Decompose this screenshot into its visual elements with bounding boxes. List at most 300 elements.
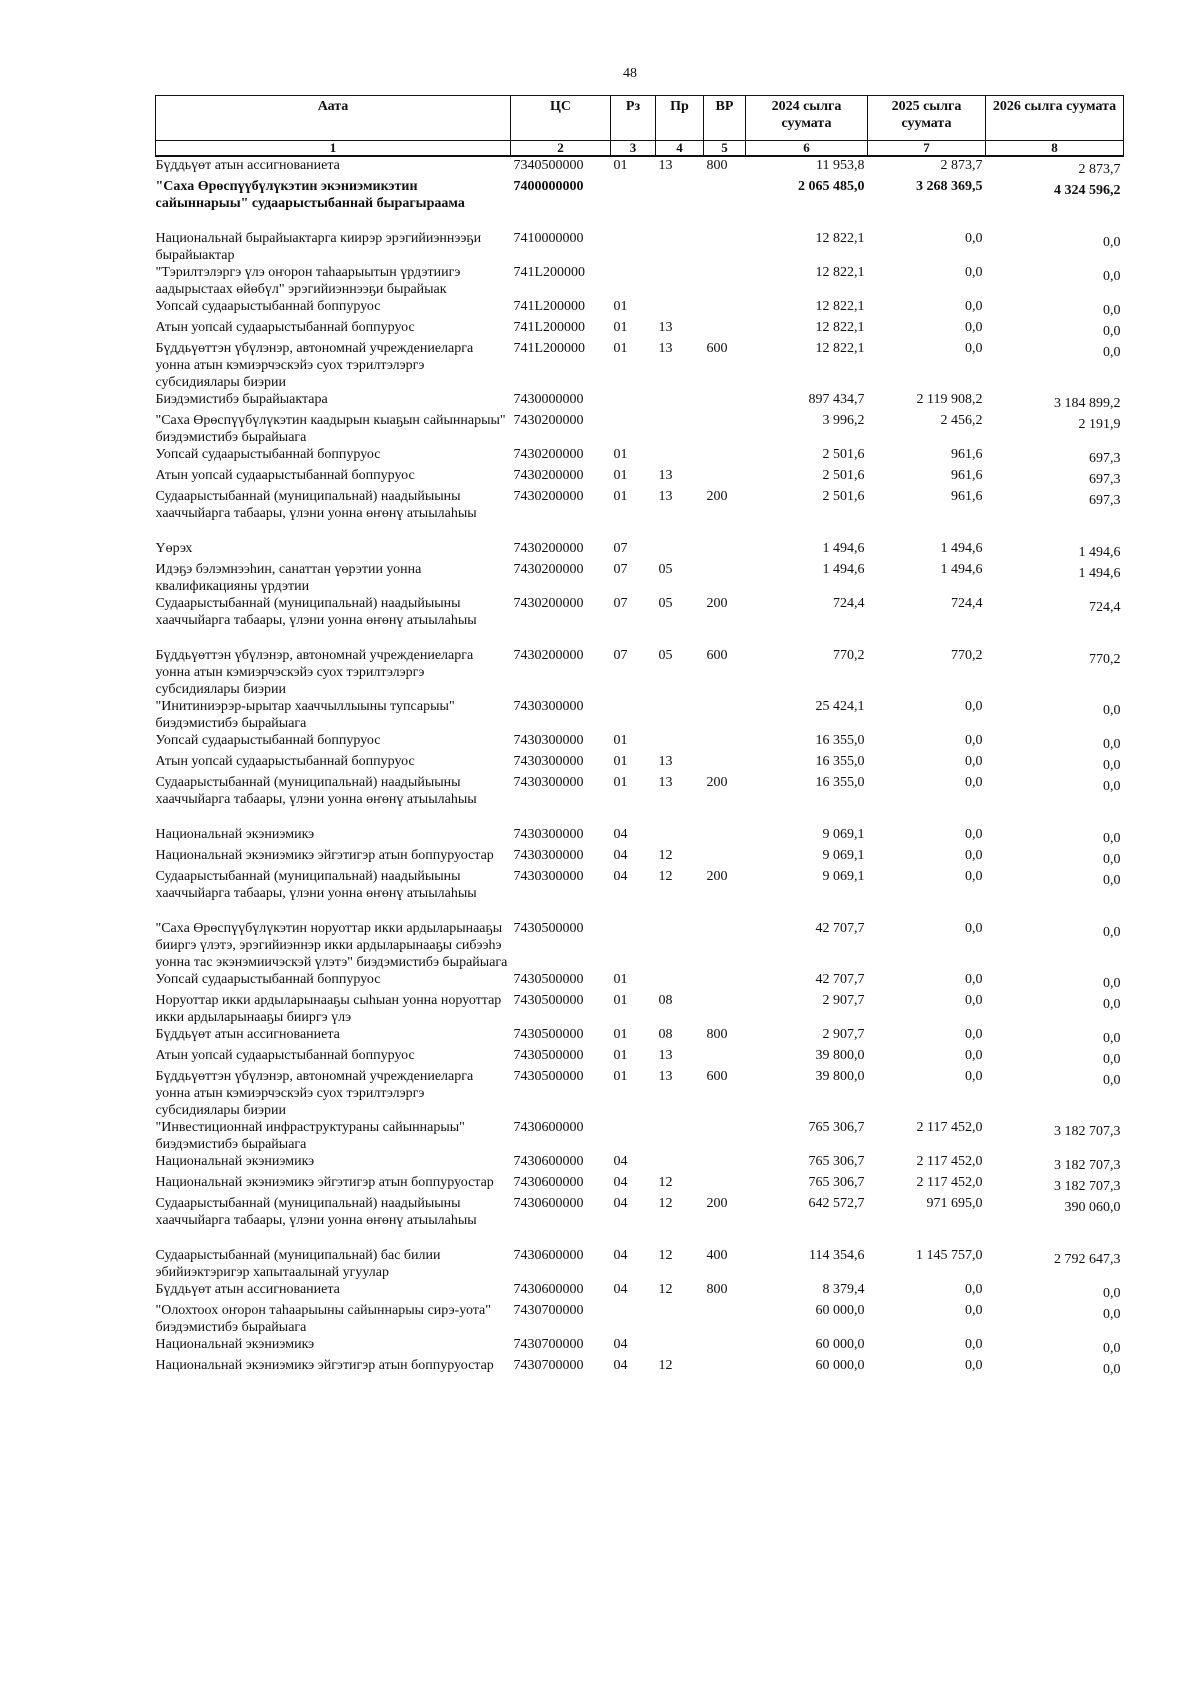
row-vr-cell bbox=[704, 1153, 746, 1174]
table-row bbox=[156, 992, 1124, 1026]
row-rz-cell bbox=[611, 178, 656, 230]
row-vr-cell bbox=[704, 561, 746, 595]
row-2026-cell: 0,0 bbox=[1103, 303, 1121, 318]
row-2025-cell: 0,0 bbox=[965, 848, 983, 863]
row-name-cell: Национальнай экэниэмикэ эйгэтигэр атын боппуруостар bbox=[155, 848, 494, 863]
row-cs-cell: 7400000000 bbox=[513, 179, 584, 194]
row-vr-cell: 200 bbox=[706, 869, 728, 884]
row-vr-cell bbox=[704, 540, 746, 561]
row-2024-cell: 1 494,6 bbox=[822, 541, 865, 556]
row-2025-cell: 2 117 452,0 bbox=[916, 1120, 983, 1135]
row-2024-cell: 42 707,7 bbox=[815, 921, 865, 936]
row-vr-cell bbox=[704, 992, 746, 1026]
row-2026-cell: 0,0 bbox=[1103, 873, 1121, 888]
row-rz-cell: 04 bbox=[613, 1154, 628, 1169]
row-cs-cell: 7430700000 bbox=[513, 1303, 584, 1318]
row-2025-cell: 1 145 757,0 bbox=[916, 1248, 983, 1263]
row-cs-cell: 7430200000 bbox=[513, 447, 584, 462]
table-row bbox=[156, 920, 1124, 971]
row-2026-cell: 0,0 bbox=[1103, 976, 1121, 991]
row-name-cell: Бүддьүөт атын ассигнованиета bbox=[155, 1282, 340, 1297]
row-name-cell: Бүддьүөттэн үбүлэнэр, автономнай учреждениеларга уонна атын кэмиэрчэскэйэ суох тэрилтэлэргэ субсидиялары биэрии bbox=[155, 1069, 474, 1118]
row-2025-cell: 0,0 bbox=[965, 1358, 983, 1373]
header-row bbox=[156, 96, 1124, 141]
header-vr: ВР bbox=[704, 96, 746, 141]
page-number: 48 bbox=[623, 66, 637, 81]
table-body bbox=[156, 156, 1124, 1378]
row-cs-cell: 7430300000 bbox=[513, 869, 584, 884]
column-number: 3 bbox=[611, 141, 656, 157]
row-rz-cell: 01 bbox=[613, 489, 628, 504]
row-cs-cell: 7430500000 bbox=[513, 972, 584, 987]
row-2025-cell: 724,4 bbox=[951, 596, 983, 611]
row-pr-cell bbox=[656, 1336, 704, 1357]
row-2025-cell: 2 117 452,0 bbox=[916, 1154, 983, 1169]
row-2024-cell: 2 907,7 bbox=[822, 993, 865, 1008]
row-rz-cell: 01 bbox=[613, 320, 628, 335]
table-row bbox=[156, 488, 1124, 540]
table-row bbox=[156, 971, 1124, 992]
row-cs-cell: 741L200000 bbox=[513, 299, 586, 314]
row-cs-cell: 7430500000 bbox=[513, 993, 584, 1008]
row-name-cell: Биэдэмистибэ бырайыактара bbox=[155, 392, 328, 407]
row-name-cell: Норуоттар икки ардыларынааҕы сыһыан уонна норуоттар икки ардыларынааҕы бииргэ үлэ bbox=[155, 993, 502, 1025]
row-name-cell: Идэҕэ бэлэмнээһин, санаттан үөрэтии уонна квалификацияны үрдэтии bbox=[155, 562, 422, 594]
row-pr-cell: 05 bbox=[658, 562, 673, 577]
row-cs-cell: 7430000000 bbox=[513, 392, 584, 407]
row-name-cell: Атын уопсай судаарыстыбаннай боппуруос bbox=[155, 468, 415, 483]
row-2024-cell: 12 822,1 bbox=[815, 299, 865, 314]
row-2025-cell: 0,0 bbox=[965, 1282, 983, 1297]
table-row bbox=[156, 753, 1124, 774]
row-vr-cell bbox=[704, 1119, 746, 1153]
row-2024-cell: 42 707,7 bbox=[815, 972, 865, 987]
row-pr-cell bbox=[656, 178, 704, 230]
table-row bbox=[156, 826, 1124, 847]
row-2026-cell: 2 191,9 bbox=[1078, 417, 1121, 432]
table-row bbox=[156, 647, 1124, 698]
row-rz-cell: 01 bbox=[613, 158, 628, 173]
header-name: Аата bbox=[156, 96, 511, 141]
header-2026: 2026 сылга суумата bbox=[986, 96, 1124, 141]
row-name-cell: Национальнай бырайыактарга киирэр эрэгийиэннээҕи бырайыактар bbox=[155, 231, 482, 263]
row-rz-cell: 04 bbox=[613, 1175, 628, 1190]
table-row bbox=[156, 467, 1124, 488]
row-2026-cell: 0,0 bbox=[1103, 737, 1121, 752]
row-2025-cell: 0,0 bbox=[965, 1048, 983, 1063]
row-2025-cell: 0,0 bbox=[965, 827, 983, 842]
row-vr-cell bbox=[704, 178, 746, 230]
row-rz-cell: 01 bbox=[613, 299, 628, 314]
table-row bbox=[156, 698, 1124, 732]
table-row bbox=[156, 1281, 1124, 1302]
row-name-cell: Бүддьүөт атын ассигнованиета bbox=[155, 158, 340, 173]
row-2025-cell: 0,0 bbox=[965, 775, 983, 790]
row-name-cell: Атын уопсай судаарыстыбаннай боппуруос bbox=[155, 1048, 415, 1063]
row-2025-cell: 0,0 bbox=[965, 699, 983, 714]
row-rz-cell: 04 bbox=[613, 869, 628, 884]
row-2026-cell: 724,4 bbox=[1089, 600, 1121, 615]
row-2026-cell: 3 182 707,3 bbox=[1054, 1158, 1121, 1173]
row-2024-cell: 12 822,1 bbox=[815, 341, 865, 356]
row-2025-cell: 0,0 bbox=[965, 231, 983, 246]
table-row bbox=[156, 178, 1124, 230]
table-row bbox=[156, 1302, 1124, 1336]
row-2026-cell: 0,0 bbox=[1103, 703, 1121, 718]
row-rz-cell: 01 bbox=[613, 341, 628, 356]
row-pr-cell bbox=[656, 298, 704, 319]
table-row bbox=[156, 1195, 1124, 1247]
row-rz-cell bbox=[611, 920, 656, 971]
row-vr-cell: 400 bbox=[706, 1248, 728, 1263]
row-cs-cell: 7430200000 bbox=[513, 648, 584, 663]
header-2024: 2024 сылга суумата bbox=[746, 96, 868, 141]
table-row bbox=[156, 412, 1124, 446]
table-row bbox=[156, 868, 1124, 920]
row-2026-cell: 0,0 bbox=[1103, 269, 1121, 284]
row-2024-cell: 9 069,1 bbox=[822, 827, 865, 842]
row-2026-cell: 0,0 bbox=[1103, 1073, 1121, 1088]
row-2024-cell: 11 953,8 bbox=[816, 158, 865, 173]
row-name-cell: "Инвестиционнай инфраструктураны сайыннарыы" биэдэмистибэ бырайыага bbox=[155, 1120, 465, 1152]
row-2026-cell: 390 060,0 bbox=[1064, 1200, 1121, 1215]
column-number: 4 bbox=[656, 141, 704, 157]
row-2024-cell: 114 354,6 bbox=[809, 1248, 865, 1263]
row-vr-cell bbox=[704, 230, 746, 264]
row-pr-cell: 13 bbox=[658, 489, 673, 504]
row-name-cell: "Саха Өрөспүүбүлүкэтин каадырын кыаҕын сайыннарыы" биэдэмистибэ бырайыага bbox=[155, 413, 506, 445]
row-2024-cell: 60 000,0 bbox=[815, 1337, 865, 1352]
row-pr-cell bbox=[656, 230, 704, 264]
row-2026-cell: 0,0 bbox=[1103, 1052, 1121, 1067]
row-name-cell: Национальнай экэниэмикэ эйгэтигэр атын боппуруостар bbox=[155, 1175, 494, 1190]
row-name-cell: Бүддьүөттэн үбүлэнэр, автономнай учреждениеларга уонна атын кэмиэрчэскэйэ суох тэрилтэлэргэ субсидиялары биэрии bbox=[155, 648, 474, 697]
row-2024-cell: 642 572,7 bbox=[808, 1196, 865, 1211]
row-2024-cell: 2 501,6 bbox=[822, 468, 865, 483]
column-number: 7 bbox=[868, 141, 986, 157]
row-vr-cell bbox=[704, 1357, 746, 1378]
row-rz-cell: 01 bbox=[613, 754, 628, 769]
row-2024-cell: 2 907,7 bbox=[822, 1027, 865, 1042]
row-2026-cell: 697,3 bbox=[1089, 451, 1121, 466]
row-name-cell: Атын уопсай судаарыстыбаннай боппуруос bbox=[155, 754, 415, 769]
row-2026-cell: 0,0 bbox=[1103, 1341, 1121, 1356]
row-pr-cell: 05 bbox=[658, 596, 673, 611]
row-2025-cell: 0,0 bbox=[965, 265, 983, 280]
row-pr-cell bbox=[656, 732, 704, 753]
row-cs-cell: 7430300000 bbox=[513, 733, 584, 748]
row-pr-cell: 13 bbox=[658, 320, 673, 335]
row-cs-cell: 7430600000 bbox=[513, 1248, 584, 1263]
row-2024-cell: 2 501,6 bbox=[822, 489, 865, 504]
table-row bbox=[156, 156, 1124, 178]
column-number: 1 bbox=[156, 141, 511, 157]
row-cs-cell: 7430200000 bbox=[513, 489, 584, 504]
row-vr-cell bbox=[704, 826, 746, 847]
header-cs: ЦС bbox=[511, 96, 611, 141]
row-2025-cell: 1 494,6 bbox=[940, 541, 983, 556]
row-2025-cell: 1 494,6 bbox=[940, 562, 983, 577]
row-2025-cell: 0,0 bbox=[965, 1303, 983, 1318]
row-vr-cell bbox=[704, 1302, 746, 1336]
row-rz-cell: 07 bbox=[613, 596, 628, 611]
table-row bbox=[156, 340, 1124, 391]
row-name-cell: Национальнай экэниэмикэ эйгэтигэр атын боппуруостар bbox=[155, 1358, 494, 1373]
row-vr-cell: 800 bbox=[706, 1282, 728, 1297]
table-row bbox=[156, 1153, 1124, 1174]
table-row bbox=[156, 298, 1124, 319]
row-pr-cell: 13 bbox=[658, 158, 673, 173]
row-vr-cell bbox=[704, 1047, 746, 1068]
row-name-cell: Судаарыстыбаннай (муниципальнай) наадыйыыны хааччыйарга табаары, үлэни уонна өҥөнү атыылаһыы bbox=[155, 869, 477, 901]
row-2026-cell: 2 792 647,3 bbox=[1054, 1252, 1121, 1267]
row-2025-cell: 0,0 bbox=[965, 1069, 983, 1084]
row-2025-cell: 0,0 bbox=[965, 320, 983, 335]
row-2025-cell: 0,0 bbox=[965, 993, 983, 1008]
row-2024-cell: 8 379,4 bbox=[822, 1282, 865, 1297]
row-pr-cell: 12 bbox=[658, 1358, 673, 1373]
row-2026-cell: 2 873,7 bbox=[1078, 162, 1121, 177]
table-row bbox=[156, 230, 1124, 264]
table-row bbox=[156, 1336, 1124, 1357]
row-vr-cell: 600 bbox=[706, 1069, 728, 1084]
budget-table bbox=[155, 95, 1124, 1378]
row-name-cell: Судаарыстыбаннай (муниципальнай) бас билии эбийиэктэригэр хапытаалынай угуулар bbox=[155, 1248, 441, 1280]
row-cs-cell: 7430700000 bbox=[513, 1358, 584, 1373]
row-cs-cell: 7430500000 bbox=[513, 1048, 584, 1063]
row-2024-cell: 12 822,1 bbox=[815, 265, 865, 280]
row-name-cell: Атын уопсай судаарыстыбаннай боппуруос bbox=[155, 320, 415, 335]
row-name-cell: "Саха Өрөспүүбүлүкэтин экэниэмикэтин сайыннарыы" судаарыстыбаннай бырагыраама bbox=[155, 179, 465, 211]
row-name-cell: Судаарыстыбаннай (муниципальнай) наадыйыыны хааччыйарга табаары, үлэни уонна өҥөнү атыылаһыы bbox=[155, 596, 477, 628]
row-pr-cell: 12 bbox=[658, 869, 673, 884]
row-vr-cell bbox=[704, 920, 746, 971]
row-2025-cell: 961,6 bbox=[951, 447, 983, 462]
row-pr-cell bbox=[656, 1153, 704, 1174]
row-rz-cell: 01 bbox=[613, 733, 628, 748]
column-number: 6 bbox=[746, 141, 868, 157]
row-vr-cell: 600 bbox=[706, 648, 728, 663]
row-pr-cell: 12 bbox=[658, 1282, 673, 1297]
row-2025-cell: 961,6 bbox=[951, 468, 983, 483]
row-cs-cell: 7430500000 bbox=[513, 1069, 584, 1084]
row-pr-cell: 08 bbox=[658, 993, 673, 1008]
row-2026-cell: 0,0 bbox=[1103, 1307, 1121, 1322]
row-cs-cell: 7430200000 bbox=[513, 541, 584, 556]
table-row bbox=[156, 264, 1124, 298]
row-name-cell: Уопсай судаарыстыбаннай боппуруос bbox=[155, 972, 381, 987]
row-name-cell: Уопсай судаарыстыбаннай боппуруос bbox=[155, 447, 381, 462]
row-pr-cell: 13 bbox=[658, 754, 673, 769]
row-2026-cell: 0,0 bbox=[1103, 997, 1121, 1012]
row-name-cell: Бүддьүөттэн үбүлэнэр, автономнай учреждениеларга уонна атын кэмиэрчэскэйэ суох тэрилтэлэргэ субсидиялары биэрии bbox=[155, 341, 474, 390]
row-rz-cell: 01 bbox=[613, 1069, 628, 1084]
row-2026-cell: 0,0 bbox=[1103, 779, 1121, 794]
row-2025-cell: 0,0 bbox=[965, 299, 983, 314]
row-cs-cell: 7430300000 bbox=[513, 699, 584, 714]
row-rz-cell: 04 bbox=[613, 1248, 628, 1263]
row-2026-cell: 0,0 bbox=[1103, 1286, 1121, 1301]
row-rz-cell: 04 bbox=[613, 1196, 628, 1211]
row-2026-cell: 0,0 bbox=[1103, 758, 1121, 773]
row-2024-cell: 2 501,6 bbox=[822, 447, 865, 462]
row-pr-cell bbox=[656, 971, 704, 992]
row-rz-cell bbox=[611, 264, 656, 298]
row-name-cell: Национальнай экэниэмикэ bbox=[155, 1154, 315, 1169]
row-name-cell: Уопсай судаарыстыбаннай боппуруос bbox=[155, 733, 381, 748]
row-vr-cell: 200 bbox=[706, 775, 728, 790]
table-row bbox=[156, 1357, 1124, 1378]
row-2025-cell: 0,0 bbox=[965, 1027, 983, 1042]
row-2024-cell: 897 434,7 bbox=[808, 392, 865, 407]
row-name-cell: Үөрэх bbox=[155, 541, 193, 556]
column-number: 5 bbox=[704, 141, 746, 157]
row-cs-cell: 7430500000 bbox=[513, 1027, 584, 1042]
row-2025-cell: 0,0 bbox=[965, 733, 983, 748]
row-name-cell: "Олохтоох оҥорон таһаарыыны сайыннарыы сирэ-уота" биэдэмистибэ бырайыага bbox=[155, 1303, 491, 1335]
row-cs-cell: 7430600000 bbox=[513, 1196, 584, 1211]
row-2024-cell: 1 494,6 bbox=[822, 562, 865, 577]
row-2024-cell: 724,4 bbox=[833, 596, 865, 611]
row-vr-cell bbox=[704, 298, 746, 319]
row-pr-cell bbox=[656, 1119, 704, 1153]
row-rz-cell: 07 bbox=[613, 562, 628, 577]
table-row bbox=[156, 391, 1124, 412]
row-2024-cell: 39 800,0 bbox=[815, 1048, 865, 1063]
row-rz-cell bbox=[611, 1302, 656, 1336]
row-2024-cell: 770,2 bbox=[833, 648, 865, 663]
row-2026-cell: 0,0 bbox=[1103, 1362, 1121, 1377]
row-vr-cell: 200 bbox=[706, 489, 728, 504]
table-row bbox=[156, 1026, 1124, 1047]
row-pr-cell: 12 bbox=[658, 848, 673, 863]
row-pr-cell bbox=[656, 412, 704, 446]
row-name-cell: Уопсай судаарыстыбаннай боппуруос bbox=[155, 299, 381, 314]
row-2024-cell: 25 424,1 bbox=[815, 699, 865, 714]
row-rz-cell: 04 bbox=[613, 1337, 628, 1352]
table-row bbox=[156, 732, 1124, 753]
row-2025-cell: 3 268 369,5 bbox=[916, 179, 983, 194]
row-2024-cell: 60 000,0 bbox=[815, 1303, 865, 1318]
row-pr-cell bbox=[656, 264, 704, 298]
column-number: 2 bbox=[511, 141, 611, 157]
row-vr-cell bbox=[704, 847, 746, 868]
row-2024-cell: 60 000,0 bbox=[815, 1358, 865, 1373]
row-2025-cell: 0,0 bbox=[965, 869, 983, 884]
row-rz-cell: 01 bbox=[613, 993, 628, 1008]
row-2024-cell: 12 822,1 bbox=[815, 320, 865, 335]
row-vr-cell: 800 bbox=[706, 158, 728, 173]
row-name-cell: Судаарыстыбаннай (муниципальнай) наадыйыыны хааччыйарга табаары, үлэни уонна өҥөнү атыылаһыы bbox=[155, 775, 477, 807]
row-vr-cell bbox=[704, 391, 746, 412]
row-pr-cell: 12 bbox=[658, 1175, 673, 1190]
row-cs-cell: 7410000000 bbox=[513, 231, 584, 246]
table-row bbox=[156, 319, 1124, 340]
row-pr-cell bbox=[656, 698, 704, 732]
row-cs-cell: 7430700000 bbox=[513, 1337, 584, 1352]
row-2024-cell: 765 306,7 bbox=[808, 1120, 865, 1135]
row-2026-cell: 3 184 899,2 bbox=[1054, 396, 1121, 411]
row-rz-cell bbox=[611, 412, 656, 446]
row-2025-cell: 0,0 bbox=[965, 972, 983, 987]
row-2025-cell: 2 873,7 bbox=[940, 158, 983, 173]
row-rz-cell: 04 bbox=[613, 1358, 628, 1373]
row-cs-cell: 7430300000 bbox=[513, 848, 584, 863]
table-row bbox=[156, 446, 1124, 467]
row-2026-cell: 0,0 bbox=[1103, 1031, 1121, 1046]
row-cs-cell: 7430300000 bbox=[513, 827, 584, 842]
row-rz-cell bbox=[611, 698, 656, 732]
row-pr-cell: 12 bbox=[658, 1248, 673, 1263]
row-cs-cell: 7430600000 bbox=[513, 1120, 584, 1135]
row-vr-cell: 800 bbox=[706, 1027, 728, 1042]
row-2024-cell: 16 355,0 bbox=[815, 733, 865, 748]
row-2026-cell: 0,0 bbox=[1103, 324, 1121, 339]
row-rz-cell: 04 bbox=[613, 848, 628, 863]
row-2025-cell: 2 456,2 bbox=[940, 413, 983, 428]
row-pr-cell: 13 bbox=[658, 1048, 673, 1063]
row-rz-cell: 01 bbox=[613, 1027, 628, 1042]
row-2026-cell: 3 182 707,3 bbox=[1054, 1124, 1121, 1139]
row-name-cell: Национальнай экэниэмикэ bbox=[155, 1337, 315, 1352]
row-2024-cell: 9 069,1 bbox=[822, 869, 865, 884]
row-2024-cell: 2 065 485,0 bbox=[798, 179, 865, 194]
row-pr-cell: 13 bbox=[658, 775, 673, 790]
row-rz-cell: 01 bbox=[613, 972, 628, 987]
row-name-cell: Судаарыстыбаннай (муниципальнай) наадыйыыны хааччыйарга табаары, үлэни уонна өҥөнү атыылаһыы bbox=[155, 489, 477, 521]
row-vr-cell bbox=[704, 319, 746, 340]
row-pr-cell bbox=[656, 1302, 704, 1336]
table-row bbox=[156, 1068, 1124, 1119]
row-2026-cell: 0,0 bbox=[1103, 852, 1121, 867]
table-row bbox=[156, 847, 1124, 868]
column-number: 8 bbox=[986, 141, 1124, 157]
row-vr-cell: 200 bbox=[706, 596, 728, 611]
header-2025: 2025 сылга суумата bbox=[868, 96, 986, 141]
row-2026-cell: 3 182 707,3 bbox=[1054, 1179, 1121, 1194]
row-rz-cell bbox=[611, 391, 656, 412]
table-row bbox=[156, 1119, 1124, 1153]
row-name-cell: Судаарыстыбаннай (муниципальнай) наадыйыыны хааччыйарга табаары, үлэни уонна өҥөнү атыылаһыы bbox=[155, 1196, 477, 1228]
row-pr-cell: 13 bbox=[658, 1069, 673, 1084]
row-2026-cell: 0,0 bbox=[1103, 345, 1121, 360]
row-vr-cell bbox=[704, 698, 746, 732]
row-2025-cell: 0,0 bbox=[965, 341, 983, 356]
row-pr-cell: 05 bbox=[658, 648, 673, 663]
row-pr-cell: 12 bbox=[658, 1196, 673, 1211]
row-name-cell: "Тэрилтэлэргэ үлэ оҥорон таһаарыытын үрдэтиигэ аадырыстаах өйөбүл" эрэгийиэннээҕи бырайыак bbox=[155, 265, 461, 297]
row-pr-cell bbox=[656, 446, 704, 467]
row-2026-cell: 1 494,6 bbox=[1078, 545, 1121, 560]
row-vr-cell: 600 bbox=[706, 341, 728, 356]
row-vr-cell bbox=[704, 467, 746, 488]
row-vr-cell bbox=[704, 1174, 746, 1195]
row-pr-cell bbox=[656, 920, 704, 971]
row-cs-cell: 741L200000 bbox=[513, 320, 586, 335]
row-name-cell: "Инитиниэрэр-ырытар хааччыллыыны тупсарыы" биэдэмистибэ бырайыага bbox=[155, 699, 455, 731]
row-2024-cell: 16 355,0 bbox=[815, 754, 865, 769]
row-2025-cell: 2 117 452,0 bbox=[916, 1175, 983, 1190]
row-rz-cell: 04 bbox=[613, 827, 628, 842]
row-pr-cell: 08 bbox=[658, 1027, 673, 1042]
row-vr-cell bbox=[704, 753, 746, 774]
table-row bbox=[156, 774, 1124, 826]
row-2026-cell: 697,3 bbox=[1089, 472, 1121, 487]
row-cs-cell: 741L200000 bbox=[513, 265, 586, 280]
row-2025-cell: 0,0 bbox=[965, 921, 983, 936]
row-rz-cell: 07 bbox=[613, 648, 628, 663]
row-2024-cell: 765 306,7 bbox=[808, 1175, 865, 1190]
